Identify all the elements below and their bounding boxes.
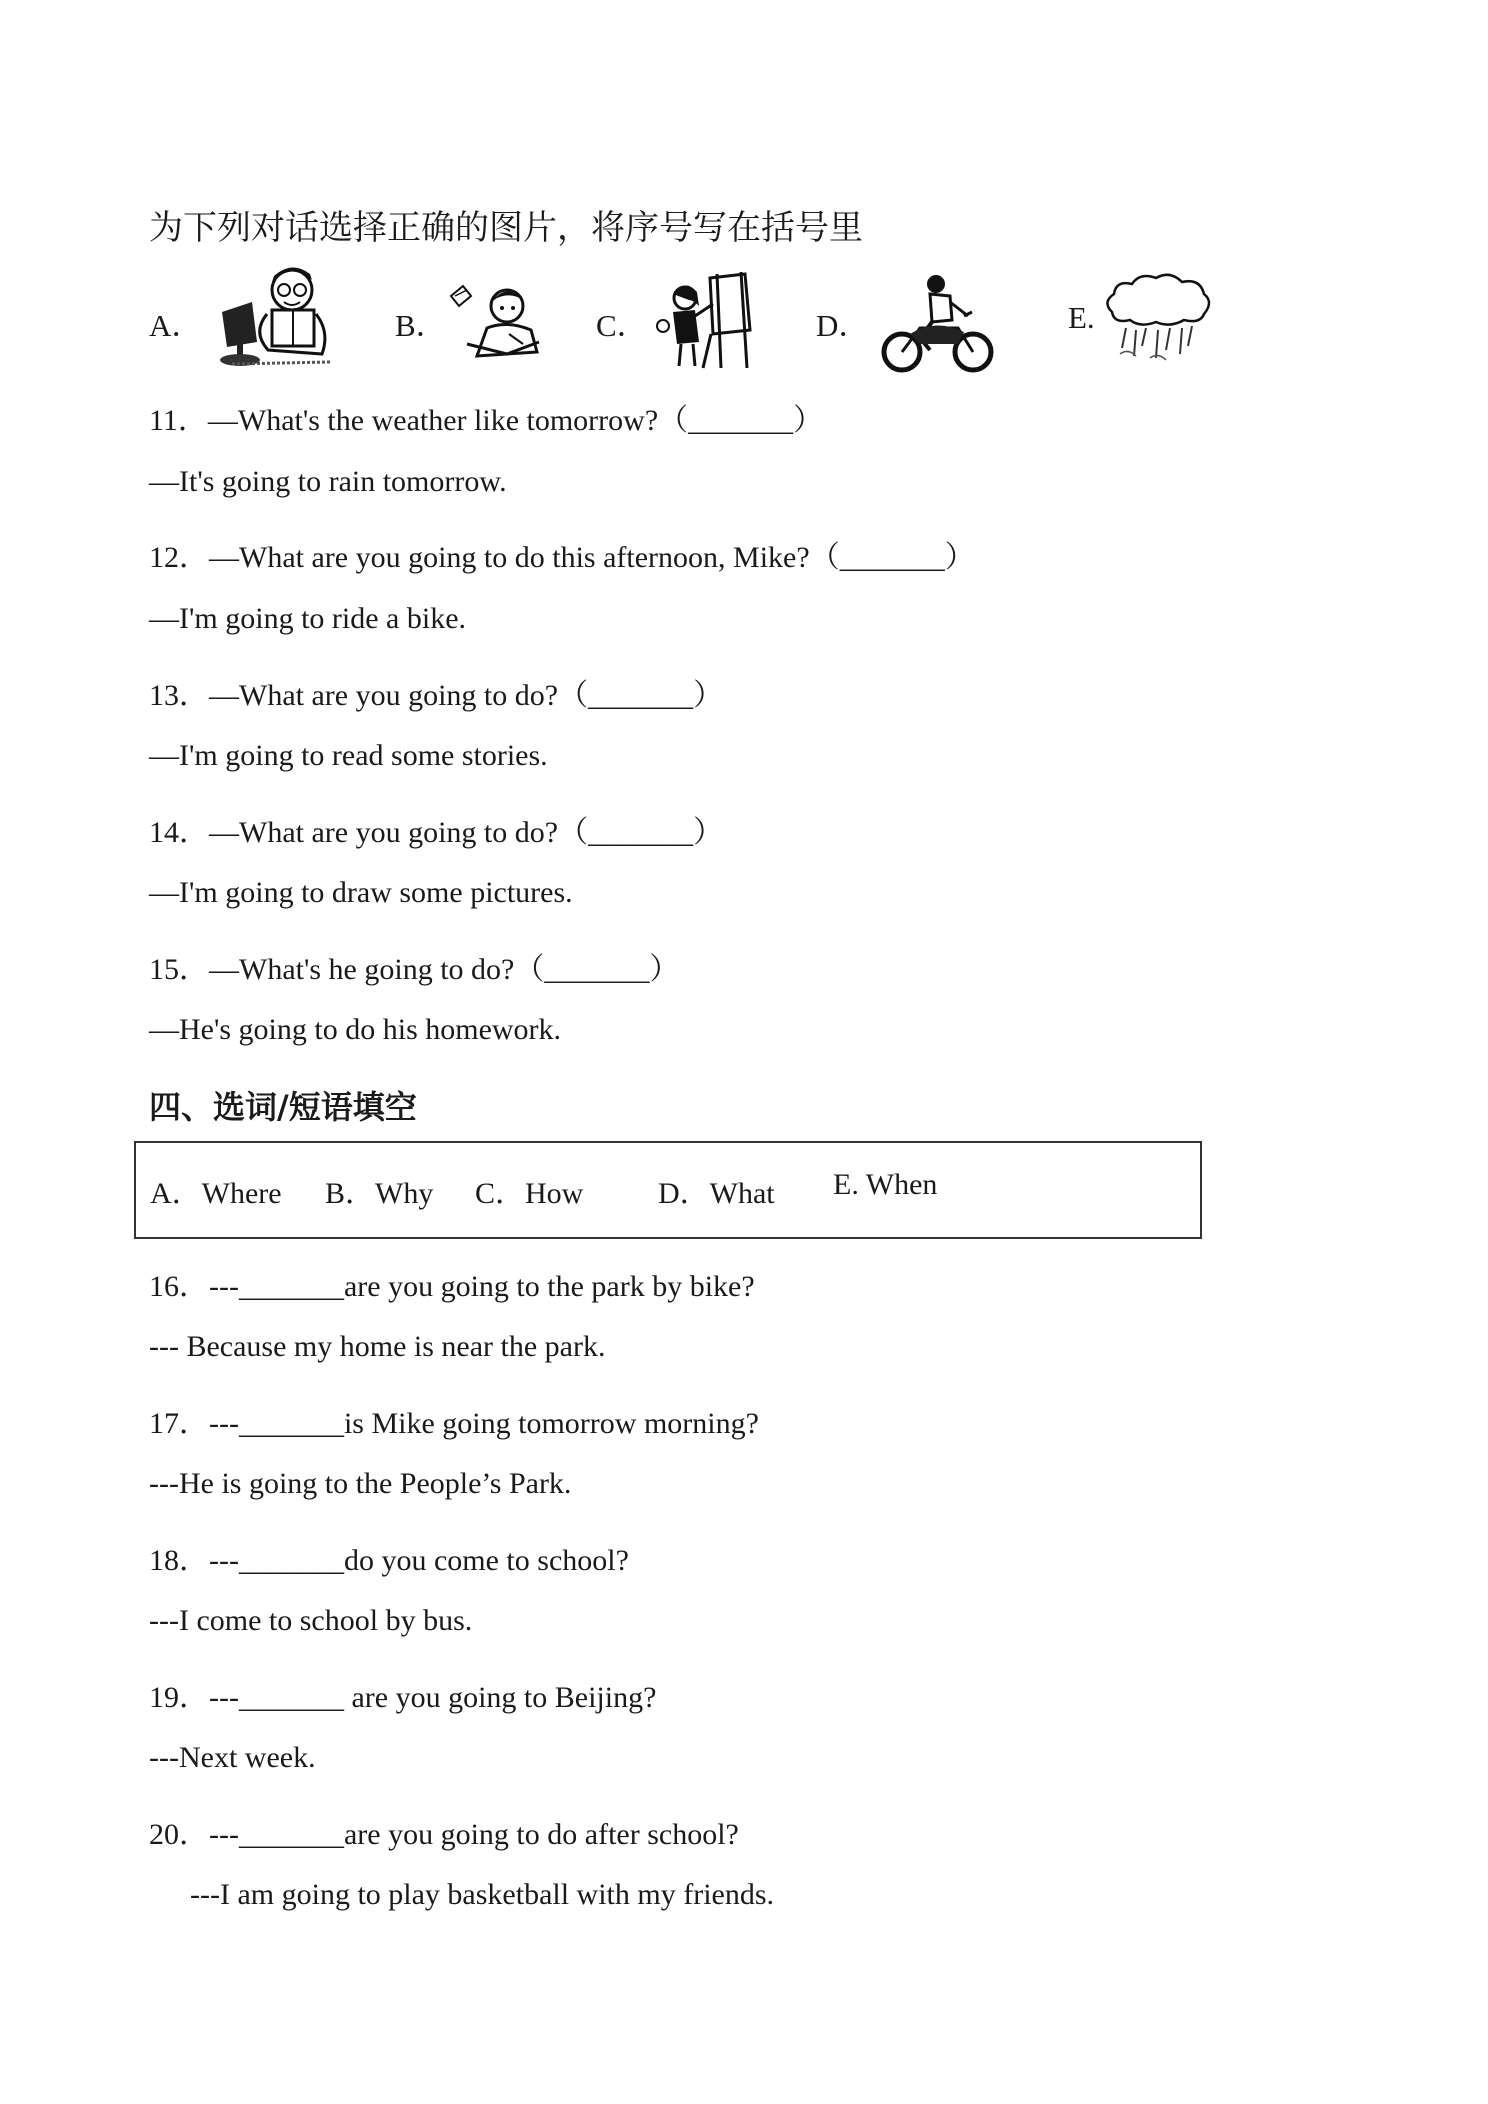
word-option-a: A．Where: [150, 1177, 282, 1210]
question-16: 16．---_______are you going to the park by bike?: [149, 1270, 755, 1303]
word-option-b: B．Why: [325, 1177, 434, 1210]
word-option-e: E. When: [833, 1168, 938, 1201]
question-17: 17．---_______is Mike going tomorrow morning?: [149, 1407, 759, 1440]
rain-cloud-icon: [1100, 272, 1215, 364]
instruction-heading: 为下列对话选择正确的图片，将序号写在括号里: [149, 208, 863, 248]
question-14: 14．—What are you going to do?（_______）: [149, 816, 724, 849]
word-option-c: C．How: [475, 1177, 584, 1210]
boy-riding-bike-icon: [880, 272, 995, 374]
girl-painting-at-easel-icon: [655, 270, 755, 370]
question-13: 13．—What are you going to do?（_______）: [149, 679, 724, 712]
answer-14: —I'm going to draw some pictures.: [149, 876, 573, 909]
boy-doing-homework-icon: [447, 282, 547, 362]
answer-12: —I'm going to ride a bike.: [149, 602, 467, 635]
question-18: 18．---_______do you come to school?: [149, 1544, 629, 1577]
answer-19: ---Next week.: [149, 1741, 316, 1774]
word-option-d: D．What: [658, 1177, 775, 1210]
picture-label-d: D．: [816, 308, 870, 343]
question-19: 19．---_______ are you going to Beijing?: [149, 1681, 657, 1714]
question-20: 20．---_______are you going to do after school?: [149, 1818, 739, 1851]
section-4-title: 四、选词/短语填空: [149, 1088, 417, 1126]
answer-11: —It's going to rain tomorrow.: [149, 465, 507, 498]
picture-label-b: B．: [395, 308, 447, 343]
question-12: 12．—What are you going to do this afternoon, Mike?（_______）: [149, 541, 975, 574]
man-reading-at-lamp-icon: [212, 262, 337, 372]
picture-label-e: E.: [1068, 300, 1095, 335]
question-15: 15．—What's he going to do?（_______）: [149, 953, 680, 986]
picture-label-a: A．: [149, 308, 203, 343]
answer-16: --- Because my home is near the park.: [149, 1330, 606, 1363]
picture-label-c: C．: [596, 308, 648, 343]
answer-13: —I'm going to read some stories.: [149, 739, 548, 772]
answer-20: ---I am going to play basketball with my friends.: [190, 1878, 775, 1911]
answer-18: ---I come to school by bus.: [149, 1604, 473, 1637]
answer-15: —He's going to do his homework.: [149, 1013, 562, 1046]
answer-17: ---He is going to the People’s Park.: [149, 1467, 572, 1500]
question-11: 11．—What's the weather like tomorrow?（_______）: [149, 404, 824, 437]
